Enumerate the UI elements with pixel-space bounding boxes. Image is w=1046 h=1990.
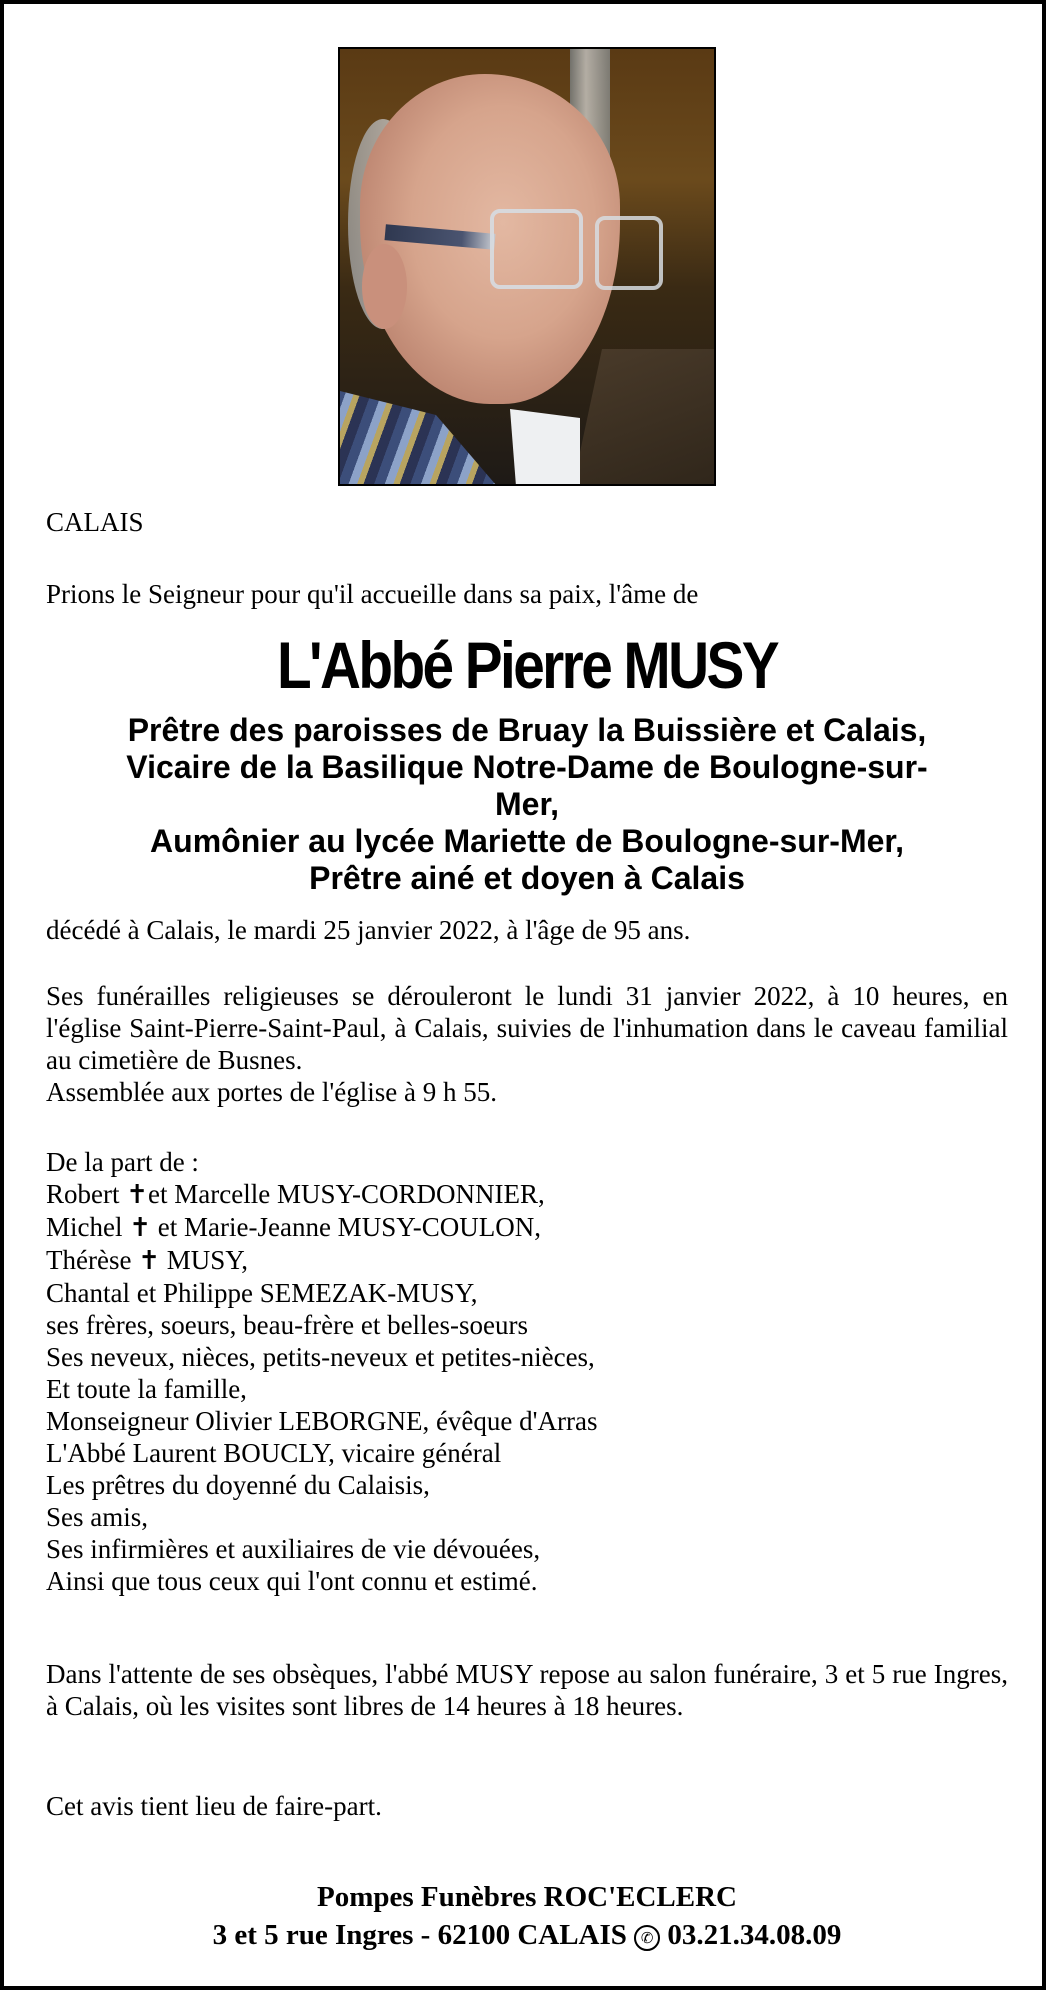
family-line: Et toute la famille, [46, 1374, 247, 1404]
assembly-time: Assemblée aux portes de l'église à 9 h 55. [46, 1077, 497, 1107]
funeral-home-phone: 03.21.34.08.09 [667, 1919, 842, 1951]
notice-text: Cet avis tient lieu de faire-part. [46, 1791, 382, 1821]
family-line: L'Abbé Laurent BOUCLY, vicaire général [46, 1438, 502, 1468]
location-label: CALAIS [46, 507, 144, 537]
funeral-home-contact [4, 1916, 1046, 1954]
portrait-photo [338, 47, 716, 486]
family-line: Les prêtres du doyenné du Calaisis, [46, 1470, 430, 1500]
family-section [46, 1146, 1008, 1597]
intro-text: Prions le Seigneur pour qu'il accueille dans sa paix, l'âme de [46, 579, 699, 609]
family-line: Ses neveux, nièces, petits-neveux et petites-nièces, [46, 1342, 595, 1372]
photo-glasses-right [595, 216, 663, 290]
funeral-text: Ses funérailles religieuses se dérouleront le lundi 31 janvier 2022, à 10 heures, en l'église Saint-Pierre-Saint-Paul, à Calais, suivies de l'inhumation dans le caveau familial au cimetière de Busnes. [46, 981, 1008, 1075]
cross-icon: ✝ [126, 1180, 149, 1210]
clergy-titles [46, 712, 1008, 897]
cross-icon: ✝ [129, 1213, 152, 1243]
photo-coat [570, 349, 716, 486]
phone-icon: ✆ [634, 1925, 660, 1951]
family-member: Michel ✝ et Marie-Jeanne MUSY-COULON, [46, 1212, 541, 1243]
title-line: Prêtre ainé et doyen à Calais [309, 860, 745, 896]
family-member: Chantal et Philippe SEMEZAK-MUSY, [46, 1278, 478, 1308]
visitation-info: Dans l'attente de ses obsèques, l'abbé MUSY repose au salon funéraire, 3 et 5 rue Ingres, à Calais, où les visites sont libres de 14 heures à 18 heures. [46, 1659, 1008, 1721]
funeral-home-name: Pompes Funèbres ROC'ECLERC [317, 1881, 737, 1913]
funeral-home [4, 1878, 1046, 1954]
family-member: Thérèse ✝ MUSY, [46, 1245, 249, 1276]
death-announcement: décédé à Calais, le mardi 25 janvier 2022, à l'âge de 95 ans. [46, 915, 691, 945]
family-line: Ses amis, [46, 1502, 149, 1532]
title-line: Mer, [494, 786, 560, 822]
photo-shirt [510, 409, 580, 486]
family-heading: De la part de : [46, 1147, 199, 1177]
title-line: Vicaire de la Basilique Notre-Dame de Boulogne-sur- [126, 749, 928, 785]
funeral-home-address: 3 et 5 rue Ingres - 62100 CALAIS [212, 1919, 627, 1951]
photo-glasses-left [490, 209, 583, 289]
photo-ear [362, 244, 407, 329]
cross-icon: ✝ [138, 1246, 160, 1276]
title-line: Prêtre des paroisses de Bruay la Buissière et Calais, [127, 712, 927, 748]
title-line: Aumônier au lycée Mariette de Boulogne-sur-Mer, [150, 823, 904, 859]
deceased-name: L'Abbé Pierre MUSY [276, 628, 778, 702]
family-line: Monseigneur Olivier LEBORGNE, évêque d'Arras [46, 1406, 598, 1436]
family-member: Robert ✝et Marcelle MUSY-CORDONNIER, [46, 1179, 545, 1210]
family-line: ses frères, soeurs, beau-frère et belles-soeurs [46, 1310, 529, 1340]
funeral-details [46, 980, 1008, 1108]
family-line: Ses infirmières et auxiliaires de vie dévouées, [46, 1534, 541, 1564]
family-line: Ainsi que tous ceux qui l'ont connu et estimé. [46, 1566, 538, 1596]
